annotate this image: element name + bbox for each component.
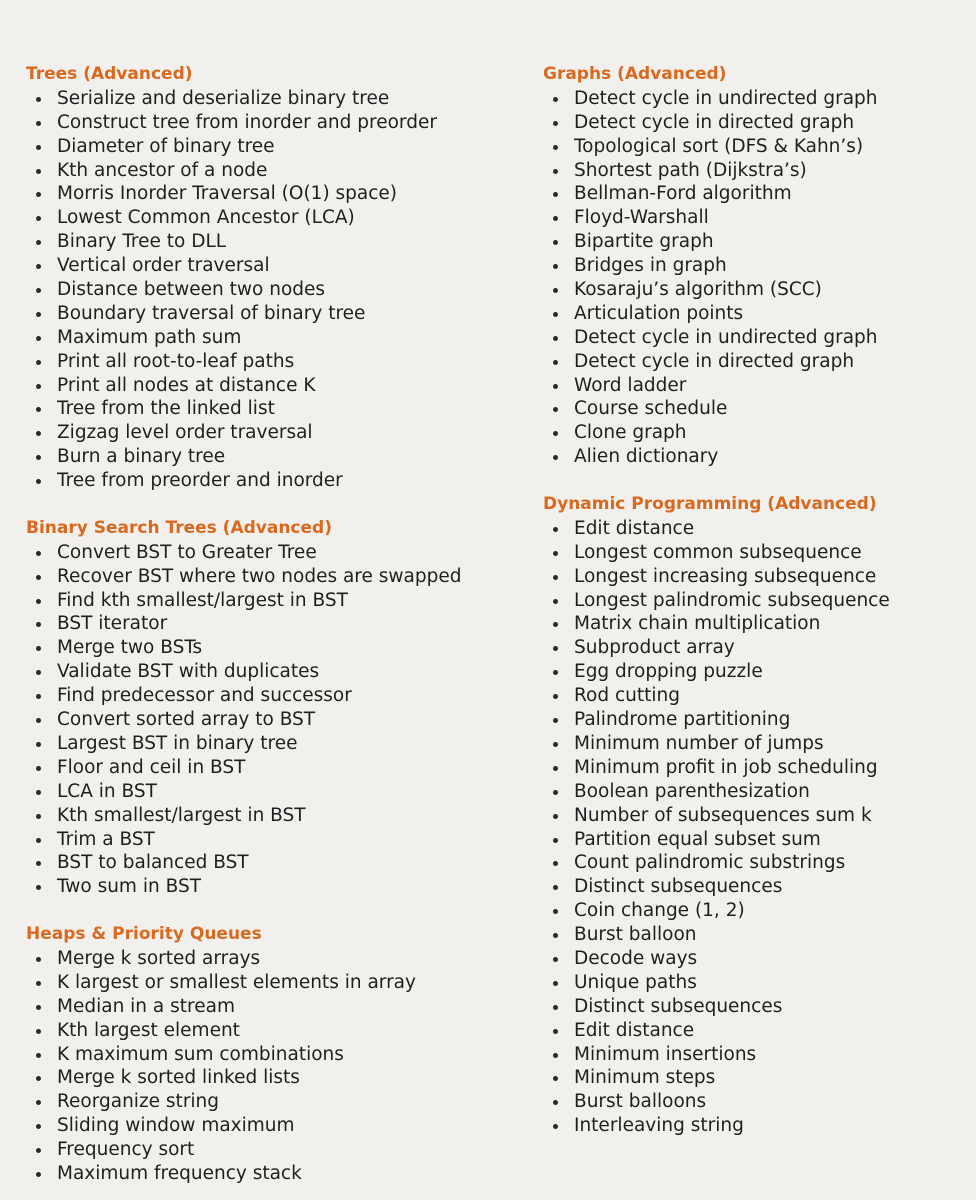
topic-item: Minimum number of jumps: [543, 732, 968, 756]
topic-item: Recover BST where two nodes are swapped: [26, 565, 506, 589]
topic-item: LCA in BST: [26, 780, 506, 804]
topic-item: Merge k sorted linked lists: [26, 1066, 506, 1090]
topic-item: Detect cycle in undirected graph: [543, 87, 968, 111]
section-spacer: [26, 493, 506, 517]
topic-item: Lowest Common Ancestor (LCA): [26, 206, 506, 230]
topic-item: Trim a BST: [26, 828, 506, 852]
topic-item: Convert BST to Greater Tree: [26, 541, 506, 565]
topic-item: Subproduct array: [543, 636, 968, 660]
topic-item: Matrix chain multiplication: [543, 612, 968, 636]
topic-item: Detect cycle in directed graph: [543, 111, 968, 135]
topic-item: Course schedule: [543, 397, 968, 421]
topic-item: Two sum in BST: [26, 875, 506, 899]
section-heading: Trees (Advanced): [26, 64, 193, 84]
section-heading: Graphs (Advanced): [543, 64, 727, 84]
topic-item: Find predecessor and successor: [26, 684, 506, 708]
topic-item: BST to balanced BST: [26, 851, 506, 875]
topic-item: Kosaraju’s algorithm (SCC): [543, 278, 968, 302]
topic-item: Minimum insertions: [543, 1043, 968, 1067]
topic-item: Bridges in graph: [543, 254, 968, 278]
topic-item: Distance between two nodes: [26, 278, 506, 302]
topic-item: Palindrome partitioning: [543, 708, 968, 732]
topic-item: Egg dropping puzzle: [543, 660, 968, 684]
topic-item: Shortest path (Dijkstra’s): [543, 159, 968, 183]
topic-item: K largest or smallest elements in array: [26, 971, 506, 995]
topic-item: Construct tree from inorder and preorder: [26, 111, 506, 135]
topic-item: Clone graph: [543, 421, 968, 445]
topic-item: Floor and ceil in BST: [26, 756, 506, 780]
topic-item: Maximum frequency stack: [26, 1162, 506, 1186]
topic-item: Minimum steps: [543, 1066, 968, 1090]
topic-item: Decode ways: [543, 947, 968, 971]
topic-item: Longest palindromic subsequence: [543, 589, 968, 613]
topic-item: Diameter of binary tree: [26, 135, 506, 159]
topic-list: [26, 541, 506, 899]
topic-item: Print all nodes at distance K: [26, 374, 506, 398]
topic-item: Kth largest element: [26, 1019, 506, 1043]
topic-item: Serialize and deserialize binary tree: [26, 87, 506, 111]
topic-item: Number of subsequences sum k: [543, 804, 968, 828]
topic-item: Maximum path sum: [26, 326, 506, 350]
topic-item: Zigzag level order traversal: [26, 421, 506, 445]
topic-item: Edit distance: [543, 517, 968, 541]
section-heading: Heaps & Priority Queues: [26, 924, 262, 945]
topic-item: K maximum sum combinations: [26, 1043, 506, 1067]
topic-item: Burn a binary tree: [26, 445, 506, 469]
topic-item: Interleaving string: [543, 1114, 968, 1138]
section-spacer: [543, 469, 968, 493]
topic-list: [26, 87, 506, 493]
topic-item: Longest common subsequence: [543, 541, 968, 565]
topic-item: Merge k sorted arrays: [26, 947, 506, 971]
topic-item: Distinct subsequences: [543, 995, 968, 1019]
topic-item: Validate BST with duplicates: [26, 660, 506, 684]
topic-item: Kth smallest/largest in BST: [26, 804, 506, 828]
topic-item: Unique paths: [543, 971, 968, 995]
topic-item: Topological sort (DFS & Kahn’s): [543, 135, 968, 159]
right-column: [543, 63, 968, 1138]
topic-item: Burst balloon: [543, 923, 968, 947]
topic-item: Longest increasing subsequence: [543, 565, 968, 589]
topic-item: Bipartite graph: [543, 230, 968, 254]
topic-item: Partition equal subset sum: [543, 828, 968, 852]
topic-item: Tree from the linked list: [26, 397, 506, 421]
topic-list: [543, 517, 968, 1138]
topic-item: Median in a stream: [26, 995, 506, 1019]
section-spacer: [26, 899, 506, 923]
topic-item: Alien dictionary: [543, 445, 968, 469]
topic-item: Reorganize string: [26, 1090, 506, 1114]
topic-item: Vertical order traversal: [26, 254, 506, 278]
topic-item: Burst balloons: [543, 1090, 968, 1114]
topic-item: Detect cycle in undirected graph: [543, 326, 968, 350]
topic-item: Minimum profit in job scheduling: [543, 756, 968, 780]
topic-item: Boolean parenthesization: [543, 780, 968, 804]
topic-item: Frequency sort: [26, 1138, 506, 1162]
topic-item: Rod cutting: [543, 684, 968, 708]
topic-item: Tree from preorder and inorder: [26, 469, 506, 493]
topic-item: Detect cycle in directed graph: [543, 350, 968, 374]
topic-item: Boundary traversal of binary tree: [26, 302, 506, 326]
topic-item: Convert sorted array to BST: [26, 708, 506, 732]
topic-item: Kth ancestor of a node: [26, 159, 506, 183]
topic-item: Binary Tree to DLL: [26, 230, 506, 254]
topic-item: Find kth smallest/largest in BST: [26, 589, 506, 613]
topic-item: Largest BST in binary tree: [26, 732, 506, 756]
left-column: [26, 63, 506, 1186]
topic-item: Articulation points: [543, 302, 968, 326]
topic-item: Merge two BSTs: [26, 636, 506, 660]
section-heading: Dynamic Programming (Advanced): [543, 494, 877, 515]
topic-item: Word ladder: [543, 374, 968, 398]
topic-item: Edit distance: [543, 1019, 968, 1043]
topic-item: Morris Inorder Traversal (O(1) space): [26, 182, 506, 206]
topic-item: Coin change (1, 2): [543, 899, 968, 923]
topic-item: Floyd-Warshall: [543, 206, 968, 230]
topic-item: Count palindromic substrings: [543, 851, 968, 875]
topic-item: Sliding window maximum: [26, 1114, 506, 1138]
topic-item: Distinct subsequences: [543, 875, 968, 899]
topic-item: BST iterator: [26, 612, 506, 636]
topic-list: [26, 947, 506, 1186]
topic-list: [543, 87, 968, 469]
topic-item: Print all root-to-leaf paths: [26, 350, 506, 374]
topic-item: Bellman-Ford algorithm: [543, 182, 968, 206]
section-heading: Binary Search Trees (Advanced): [26, 517, 332, 538]
